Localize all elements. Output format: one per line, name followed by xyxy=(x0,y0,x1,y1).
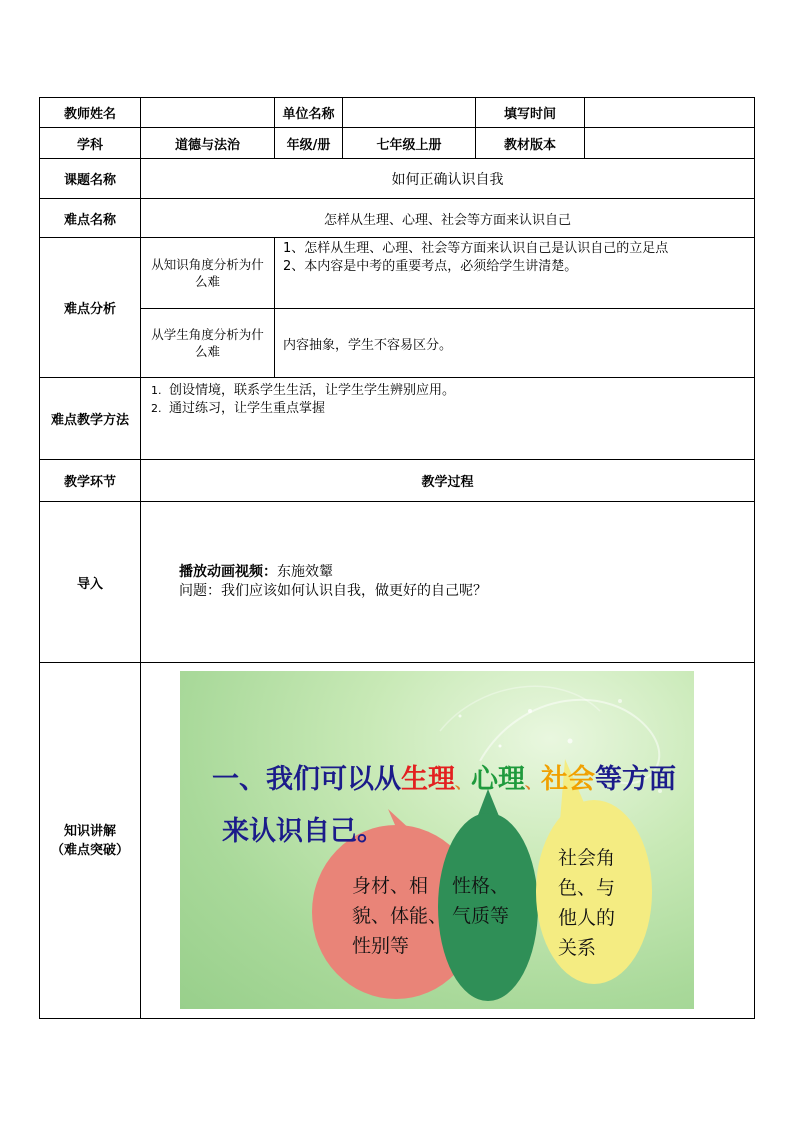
row-knowledge xyxy=(40,663,755,1019)
bubble-line: 社会角 xyxy=(558,847,616,869)
intro-video-name: 东施效颦 xyxy=(277,564,333,580)
knowledge-label-line1: 知识讲解 xyxy=(63,823,116,839)
topic-value: 如何正确认识自我 xyxy=(141,159,755,199)
title-separator: 、 xyxy=(455,773,472,792)
list-number: 1. xyxy=(151,384,162,397)
row-teacher xyxy=(40,98,755,128)
difficulty-label: 难点名称 xyxy=(40,199,141,238)
teacher-name-value xyxy=(141,98,275,128)
intro-line-1 xyxy=(141,563,754,582)
slide-title xyxy=(212,757,676,796)
slide-image xyxy=(180,671,694,1009)
method-list xyxy=(141,378,754,418)
list-text: 通过练习，让学生重点掌握 xyxy=(169,401,326,416)
stage-header: 教学环节 xyxy=(40,460,141,502)
knowledge-angle-cell xyxy=(141,238,275,309)
bubble-line: 色、与 xyxy=(558,877,616,899)
bubble-line: 气质等 xyxy=(452,905,510,927)
yellow-bubble-text xyxy=(558,843,615,963)
title-separator: 、 xyxy=(525,773,542,792)
green-bubble-text xyxy=(452,871,509,931)
knowledge-angle-label: 从知识角度分析为什么难 xyxy=(151,257,264,289)
process-header: 教学过程 xyxy=(141,460,755,502)
student-angle-cell xyxy=(141,309,275,378)
list-text: 创设情境，联系学生生活，让学生学生辨别应用。 xyxy=(169,383,456,398)
word-psychology: 心理 xyxy=(471,764,526,795)
unit-name-label: 单位名称 xyxy=(275,98,343,128)
lesson-plan-table xyxy=(39,97,755,1019)
intro-label: 导入 xyxy=(40,502,141,663)
bubble-line: 身材、相 xyxy=(352,875,429,897)
row-analysis-knowledge xyxy=(40,238,755,309)
row-difficulty xyxy=(40,199,755,238)
method-label: 难点教学方法 xyxy=(40,378,141,460)
knowledge-label xyxy=(40,663,141,1019)
bubble-line: 他人的 xyxy=(558,907,616,929)
fill-time-value xyxy=(585,98,755,128)
bubble-line: 貌、体能、 xyxy=(352,905,448,927)
slide-title-prefix: 一、我们可以从 xyxy=(212,764,401,795)
teacher-name-label: 教师姓名 xyxy=(40,98,141,128)
subject-label: 学科 xyxy=(40,128,141,159)
difficulty-value: 怎样从生理、心理、社会等方面来认识自己 xyxy=(141,199,755,238)
knowledge-label-line2: （难点突破） xyxy=(50,842,129,858)
intro-content xyxy=(141,502,755,663)
row-subject xyxy=(40,128,755,159)
list-number: 2. xyxy=(151,402,162,415)
row-analysis-student xyxy=(40,309,755,378)
knowledge-angle-content xyxy=(275,238,755,309)
bubble-line: 关系 xyxy=(558,937,597,959)
textbook-value xyxy=(585,128,755,159)
method-content xyxy=(141,378,755,460)
grade-value: 七年级上册 xyxy=(343,128,476,159)
grade-label: 年级/册 xyxy=(275,128,343,159)
word-physiology: 生理 xyxy=(401,764,455,795)
textbook-label: 教材版本 xyxy=(476,128,585,159)
knowledge-item: 2、本内容是中考的重要考点，必须给学生讲清楚。 xyxy=(283,259,578,274)
row-process-header xyxy=(40,460,755,502)
unit-name-value xyxy=(343,98,476,128)
intro-bold-text: 播放动画视频： xyxy=(179,564,277,580)
row-method xyxy=(40,378,755,460)
subject-value: 道德与法治 xyxy=(141,128,275,159)
knowledge-item: 1、怎样从生理、心理、社会等方面来认识自己是认识自己的立足点 xyxy=(283,241,669,256)
bubble-line: 性格、 xyxy=(452,875,510,897)
bubble-line: 性别等 xyxy=(352,935,410,957)
list-item xyxy=(151,400,754,418)
analysis-label: 难点分析 xyxy=(40,238,141,378)
intro-line-2: 问题：我们应该如何认识自我，做更好的自己呢？ xyxy=(179,583,487,599)
red-bubble-text xyxy=(352,871,447,961)
fill-time-label: 填写时间 xyxy=(476,98,585,128)
row-topic xyxy=(40,159,755,199)
knowledge-content xyxy=(141,663,755,1019)
student-angle-value: 内容抽象，学生不容易区分。 xyxy=(275,309,755,378)
slide-title-suffix: 等方面 xyxy=(595,764,677,795)
topic-label: 课题名称 xyxy=(40,159,141,199)
slide-title-line2: 来认识自己。 xyxy=(222,816,384,847)
student-angle-label: 从学生角度分析为什么难 xyxy=(151,327,264,359)
list-item xyxy=(151,382,754,400)
row-intro xyxy=(40,502,755,663)
word-society: 社会 xyxy=(541,764,596,795)
